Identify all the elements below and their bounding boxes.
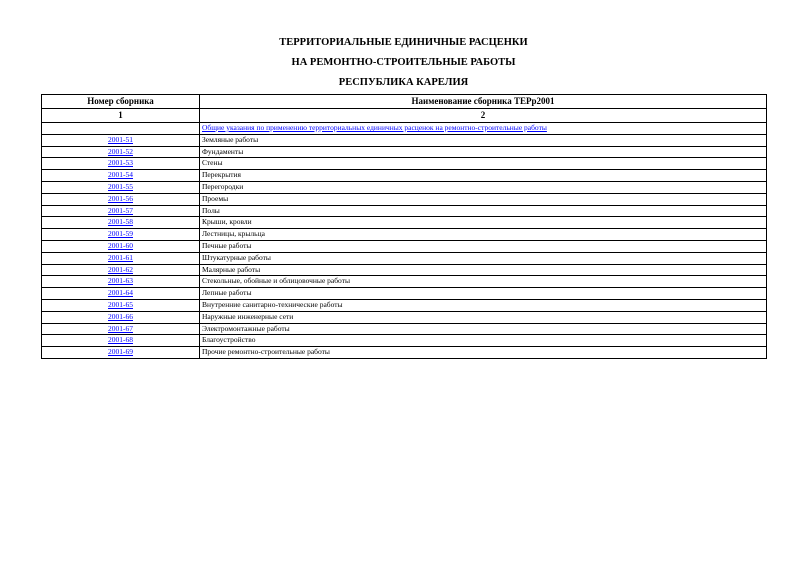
collection-name-cell: Электромонтажные работы bbox=[200, 323, 767, 335]
collection-number-link[interactable]: 2001-65 bbox=[108, 299, 133, 309]
title-line-1: ТЕРРИТОРИАЛЬНЫЕ ЕДИНИЧНЫЕ РАСЦЕНКИ bbox=[279, 37, 528, 48]
collection-number-cell bbox=[42, 264, 200, 276]
document-titles bbox=[0, 36, 807, 96]
title-line-3: РЕСПУБЛИКА КАРЕЛИЯ bbox=[338, 77, 469, 88]
collection-number-link[interactable]: 2001-61 bbox=[108, 252, 133, 262]
collection-number-link[interactable]: 2001-56 bbox=[108, 193, 133, 203]
collection-number-link[interactable]: 2001-62 bbox=[108, 264, 133, 274]
collection-number-link[interactable]: 2001-57 bbox=[108, 205, 133, 215]
column-number-1: 1 bbox=[42, 109, 200, 123]
table-row bbox=[42, 217, 767, 229]
collection-name-cell: Наружные инженерные сети bbox=[200, 311, 767, 323]
table-row bbox=[42, 335, 767, 347]
table-row bbox=[42, 323, 767, 335]
collection-number-cell bbox=[42, 181, 200, 193]
collection-number-cell bbox=[42, 170, 200, 182]
collection-name-cell: Фундаменты bbox=[200, 146, 767, 158]
table-row bbox=[42, 146, 767, 158]
collection-name-cell: Штукатурные работы bbox=[200, 252, 767, 264]
table-row bbox=[42, 134, 767, 146]
collection-number-link[interactable]: 2001-51 bbox=[108, 134, 133, 144]
table-row bbox=[42, 299, 767, 311]
collection-number-link[interactable]: 2001-64 bbox=[108, 288, 133, 298]
table-row bbox=[42, 240, 767, 252]
collection-number-link[interactable]: 2001-55 bbox=[108, 181, 133, 191]
table-row bbox=[42, 205, 767, 217]
collection-name-cell: Лепные работы bbox=[200, 288, 767, 300]
collection-number-link[interactable]: 2001-63 bbox=[108, 276, 133, 286]
collection-name-cell: Печные работы bbox=[200, 240, 767, 252]
table-row bbox=[42, 311, 767, 323]
collection-number-cell bbox=[42, 134, 200, 146]
header-row bbox=[42, 95, 767, 109]
collection-number-link[interactable]: 2001-59 bbox=[108, 229, 133, 239]
general-instructions-link[interactable]: Общие указания по применению территориальных единичных расценок на ремонтно-строительные работы bbox=[202, 123, 547, 132]
table-row bbox=[42, 158, 767, 170]
collection-name-cell: Малярные работы bbox=[200, 264, 767, 276]
collection-number-cell bbox=[42, 311, 200, 323]
collection-name-cell: Стекольные, обойные и облицовочные работы bbox=[200, 276, 767, 288]
table-row bbox=[42, 181, 767, 193]
collection-name-cell: Перекрытия bbox=[200, 170, 767, 182]
collection-number-link[interactable]: 2001-54 bbox=[108, 170, 133, 180]
collection-number-cell bbox=[42, 193, 200, 205]
collection-name-cell: Прочие ремонтно-строительные работы bbox=[200, 347, 767, 359]
collection-number-link[interactable]: 2001-53 bbox=[108, 158, 133, 168]
collections-table bbox=[41, 94, 767, 359]
header-collection-number: Номер сборника bbox=[42, 95, 200, 109]
collection-number-cell bbox=[42, 323, 200, 335]
table-row bbox=[42, 288, 767, 300]
collection-number-link[interactable]: 2001-52 bbox=[108, 146, 133, 156]
collection-number-cell bbox=[42, 335, 200, 347]
collection-name-cell: Перегородки bbox=[200, 181, 767, 193]
general-instructions-number-cell bbox=[42, 123, 200, 135]
collection-number-cell bbox=[42, 347, 200, 359]
collection-name-cell: Лестницы, крыльца bbox=[200, 229, 767, 241]
collection-number-link[interactable]: 2001-68 bbox=[108, 335, 133, 345]
table-row bbox=[42, 252, 767, 264]
table-row bbox=[42, 264, 767, 276]
collection-number-cell bbox=[42, 240, 200, 252]
general-instructions-cell bbox=[200, 123, 767, 135]
collection-name-cell: Проемы bbox=[200, 193, 767, 205]
collection-number-cell bbox=[42, 205, 200, 217]
collection-number-cell bbox=[42, 276, 200, 288]
collection-number-cell bbox=[42, 252, 200, 264]
collection-name-cell: Благоустройство bbox=[200, 335, 767, 347]
collection-name-cell: Крыши, кровли bbox=[200, 217, 767, 229]
table-row bbox=[42, 276, 767, 288]
collection-number-link[interactable]: 2001-60 bbox=[108, 240, 133, 250]
collection-number-cell bbox=[42, 146, 200, 158]
collection-name-cell: Земляные работы bbox=[200, 134, 767, 146]
column-number-2: 2 bbox=[200, 109, 767, 123]
table-row bbox=[42, 170, 767, 182]
column-number-row bbox=[42, 109, 767, 123]
header-collection-name: Наименование сборника ТЕРр2001 bbox=[200, 95, 767, 109]
collection-name-cell: Внутренние санитарно-технические работы bbox=[200, 299, 767, 311]
collection-number-link[interactable]: 2001-69 bbox=[108, 347, 133, 357]
collection-number-cell bbox=[42, 299, 200, 311]
table-row bbox=[42, 193, 767, 205]
collection-name-cell: Стены bbox=[200, 158, 767, 170]
collection-number-link[interactable]: 2001-67 bbox=[108, 323, 133, 333]
general-instructions-row bbox=[42, 123, 767, 135]
collection-number-cell bbox=[42, 217, 200, 229]
table-row bbox=[42, 229, 767, 241]
collection-number-cell bbox=[42, 229, 200, 241]
collection-number-cell bbox=[42, 158, 200, 170]
collection-number-link[interactable]: 2001-58 bbox=[108, 217, 133, 227]
collection-name-cell: Полы bbox=[200, 205, 767, 217]
collection-number-cell bbox=[42, 288, 200, 300]
table-row bbox=[42, 347, 767, 359]
title-line-2: НА РЕМОНТНО-СТРОИТЕЛЬНЫЕ РАБОТЫ bbox=[291, 57, 516, 68]
collection-number-link[interactable]: 2001-66 bbox=[108, 311, 133, 321]
